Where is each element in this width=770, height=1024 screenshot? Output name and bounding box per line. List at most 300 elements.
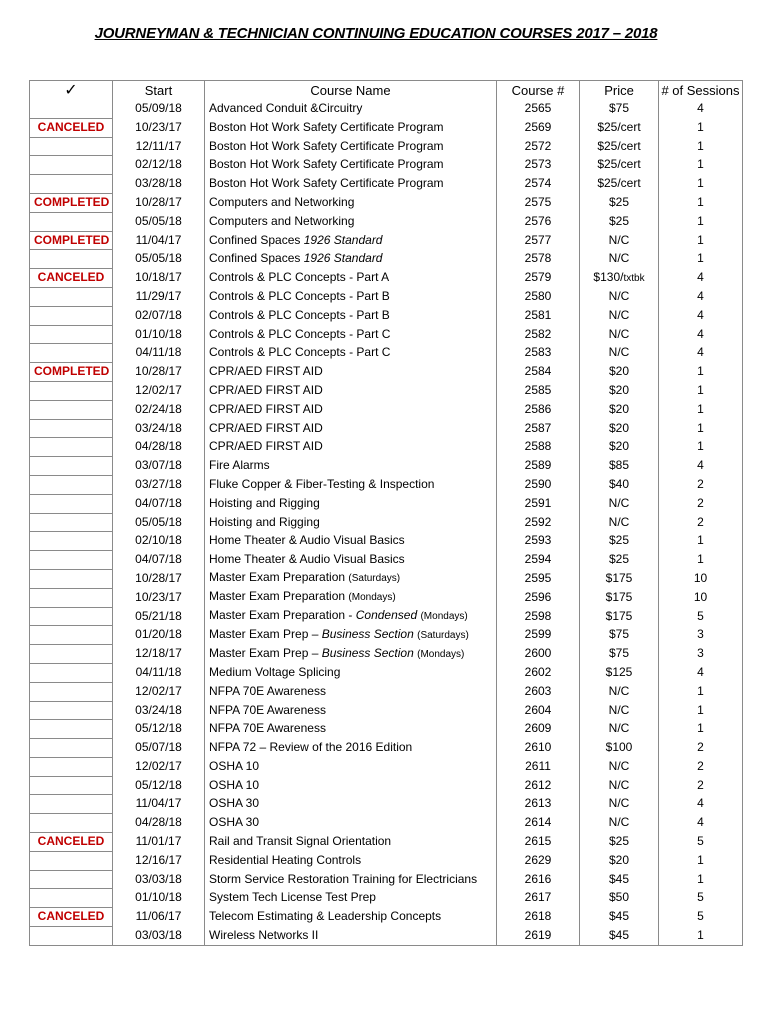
status-badge [30,175,113,194]
course-name [205,306,497,325]
table-row [30,795,743,814]
price [580,626,659,645]
session-count: 5 [659,607,743,626]
course-name [205,193,497,212]
session-count: 2 [659,757,743,776]
course-name [205,381,497,400]
session-count: 1 [659,118,743,137]
table-row [30,720,743,739]
price-value: $100 [605,740,633,755]
start-date: 10/28/17 [113,569,205,588]
start-date: 04/07/18 [113,551,205,570]
table-row [30,344,743,363]
course-number: 2596 [497,588,580,607]
course-number: 2613 [497,795,580,814]
course-name [205,325,497,344]
price-value: $40 [608,476,630,491]
session-count: 1 [659,250,743,269]
table-row [30,682,743,701]
table-row [30,908,743,927]
course-name [205,757,497,776]
course-name [205,156,497,175]
course-name-text: OSHA 10 [209,777,260,792]
session-count: 4 [659,306,743,325]
course-number: 2582 [497,325,580,344]
status-badge [30,739,113,758]
status-badge [30,400,113,419]
start-date: 01/10/18 [113,889,205,908]
course-number: 2586 [497,400,580,419]
price-value: $25 [608,194,630,209]
course-name-text: OSHA 30 [209,815,260,830]
price [580,927,659,946]
price-value: $25 [608,213,630,228]
course-name-text: Master Exam Preparation [209,570,346,585]
start-date: 04/28/18 [113,814,205,833]
session-count: 1 [659,156,743,175]
table-row [30,626,743,645]
status-badge [30,306,113,325]
table-row [30,833,743,852]
course-name-text: NFPA 70E Awareness [209,702,326,717]
status-badge [30,682,113,701]
header-price: Price [580,81,659,101]
table-row [30,851,743,870]
price-value: N/C [608,815,630,830]
course-name [205,870,497,889]
course-name-text: Master Exam Preparation [209,589,346,604]
price [580,306,659,325]
price-value: $25/cert [597,138,641,153]
course-name-text: Hoisting and Rigging [209,495,320,510]
price-value: N/C [608,307,630,322]
course-name [205,344,497,363]
course-number: 2609 [497,720,580,739]
course-number: 2598 [497,607,580,626]
status-badge [30,494,113,513]
price [580,400,659,419]
course-number: 2575 [497,193,580,212]
status-badge [30,532,113,551]
table-row [30,381,743,400]
status-badge [30,795,113,814]
header-course-name: Course Name [205,81,497,101]
session-count: 4 [659,457,743,476]
start-date: 03/24/18 [113,701,205,720]
status-badge [30,720,113,739]
status-badge [30,438,113,457]
start-date: 12/02/17 [113,757,205,776]
table-row [30,100,743,118]
price-value: $75 [608,101,630,116]
table-row [30,645,743,664]
table-row [30,287,743,306]
course-name-text: Boston Hot Work Safety Certificate Program [209,157,444,172]
table-row [30,457,743,476]
course-name-text: Medium Voltage Splicing [209,664,341,679]
price [580,776,659,795]
course-number: 2591 [497,494,580,513]
price [580,607,659,626]
price-value: $45 [608,927,630,942]
status-badge [30,757,113,776]
course-name-text: Master Exam Preparation - [209,608,353,623]
course-number: 2602 [497,663,580,682]
course-name-italic: Business Section [321,626,414,641]
course-number: 2580 [497,287,580,306]
course-name-text: Computers and Networking [209,213,355,228]
price [580,569,659,588]
price [580,325,659,344]
course-name [205,776,497,795]
table-row [30,193,743,212]
course-name-text: CPR/AED FIRST AID [209,439,323,454]
price [580,381,659,400]
start-date: 12/16/17 [113,851,205,870]
course-name-text: Fluke Copper & Fiber-Testing & Inspection [209,476,435,491]
status-badge [30,419,113,438]
status-badge: CANCELED [30,908,113,927]
course-name-italic: Condensed [355,608,418,623]
price-value: $175 [605,608,633,623]
course-name-text: NFPA 70E Awareness [209,683,326,698]
course-name [205,250,497,269]
course-number: 2590 [497,475,580,494]
table-row [30,400,743,419]
course-name-text: Fire Alarms [209,458,270,473]
course-number: 2629 [497,851,580,870]
session-count: 1 [659,137,743,156]
price-value: $20 [608,420,630,435]
price-value: $25/cert [597,176,641,191]
session-count: 1 [659,363,743,382]
start-date: 11/04/17 [113,231,205,250]
session-count: 1 [659,231,743,250]
course-name [205,118,497,137]
course-number: 2611 [497,757,580,776]
course-name-note: (Saturdays) [348,573,401,585]
price-value: N/C [608,232,630,247]
price-value: N/C [608,758,630,773]
course-name [205,400,497,419]
session-count: 1 [659,381,743,400]
course-name [205,475,497,494]
course-number: 2576 [497,212,580,231]
status-badge [30,645,113,664]
price-value: N/C [608,702,630,717]
course-name [205,645,497,664]
course-number: 2585 [497,381,580,400]
session-count: 4 [659,795,743,814]
start-date: 02/07/18 [113,306,205,325]
price-value: $25/cert [597,157,641,172]
course-name-text: CPR/AED FIRST AID [209,420,323,435]
table-row [30,156,743,175]
price [580,118,659,137]
price [580,645,659,664]
table-row [30,814,743,833]
course-name [205,588,497,607]
status-badge [30,381,113,400]
course-name-note: (Mondays) [420,611,468,623]
session-count: 4 [659,663,743,682]
start-date: 11/01/17 [113,833,205,852]
course-name-text: Controls & PLC Concepts - Part B [209,288,390,303]
start-date: 11/29/17 [113,287,205,306]
price-value: N/C [608,345,630,360]
price [580,457,659,476]
start-date: 11/04/17 [113,795,205,814]
course-name-text: OSHA 30 [209,796,260,811]
price-value: $25 [608,552,630,567]
session-count: 4 [659,287,743,306]
course-name-italic: 1926 Standard [303,251,383,266]
status-badge: COMPLETED [30,231,113,250]
start-date: 04/11/18 [113,663,205,682]
status-badge [30,325,113,344]
session-count: 4 [659,814,743,833]
status-badge [30,851,113,870]
course-number: 2588 [497,438,580,457]
session-count: 1 [659,851,743,870]
price-value: N/C [608,251,630,266]
course-number: 2587 [497,419,580,438]
status-badge [30,156,113,175]
course-name [205,814,497,833]
course-name-note: (Mondays) [348,592,396,604]
status-badge: CANCELED [30,118,113,137]
course-number: 2614 [497,814,580,833]
session-count: 4 [659,344,743,363]
table-row [30,212,743,231]
session-count: 3 [659,626,743,645]
course-number: 2592 [497,513,580,532]
status-badge [30,513,113,532]
course-number: 2593 [497,532,580,551]
course-name [205,513,497,532]
session-count: 2 [659,475,743,494]
course-name-text: Confined Spaces [209,251,301,266]
status-badge [30,344,113,363]
course-name [205,927,497,946]
price-value: N/C [608,495,630,510]
status-badge [30,287,113,306]
course-number: 2616 [497,870,580,889]
session-count: 1 [659,701,743,720]
course-name-text: Controls & PLC Concepts - Part B [209,307,390,322]
status-badge: COMPLETED [30,193,113,212]
price-value: $75 [608,646,630,661]
course-name-text: CPR/AED FIRST AID [209,364,323,379]
price [580,739,659,758]
course-number: 2569 [497,118,580,137]
price-value: $45 [608,909,630,924]
session-count: 4 [659,100,743,118]
start-date: 12/11/17 [113,137,205,156]
price-value: $20 [608,364,630,379]
status-badge [30,250,113,269]
course-name [205,889,497,908]
session-count: 1 [659,720,743,739]
session-count: 1 [659,927,743,946]
price [580,682,659,701]
price [580,250,659,269]
course-name [205,363,497,382]
course-number: 2604 [497,701,580,720]
course-number: 2599 [497,626,580,645]
table-row [30,419,743,438]
price-value: $175 [605,589,633,604]
course-name-text: OSHA 10 [209,758,260,773]
start-date: 10/28/17 [113,193,205,212]
checkmark-icon: ✓ [30,81,113,101]
session-count: 1 [659,175,743,194]
table-row [30,438,743,457]
course-name [205,851,497,870]
table-row [30,701,743,720]
course-number: 2612 [497,776,580,795]
start-date: 05/09/18 [113,100,205,118]
table-row [30,494,743,513]
price-value: $175 [605,570,633,585]
status-badge: CANCELED [30,269,113,288]
session-count: 1 [659,212,743,231]
session-count: 1 [659,551,743,570]
course-number: 2595 [497,569,580,588]
table-row [30,870,743,889]
status-badge [30,551,113,570]
course-number: 2584 [497,363,580,382]
price [580,513,659,532]
table-row [30,607,743,626]
price-value: $20 [608,401,630,416]
course-name-text: Wireless Networks II [209,927,319,942]
start-date: 03/03/18 [113,870,205,889]
start-date: 05/12/18 [113,776,205,795]
status-badge [30,137,113,156]
course-name-text: Computers and Networking [209,194,355,209]
price [580,175,659,194]
header-course-number: Course # [497,81,580,101]
session-count: 1 [659,193,743,212]
course-number: 2603 [497,682,580,701]
course-name-text: System Tech License Test Prep [209,890,376,905]
price-value: N/C [608,777,630,792]
price [580,100,659,118]
course-number: 2600 [497,645,580,664]
table-row [30,776,743,795]
price-value: N/C [608,288,630,303]
table-row [30,175,743,194]
course-name-italic: 1926 Standard [303,232,383,247]
price [580,588,659,607]
price [580,287,659,306]
course-name-text: Master Exam Prep – [209,626,319,641]
price [580,795,659,814]
start-date: 12/02/17 [113,381,205,400]
status-badge [30,870,113,889]
start-date: 02/10/18 [113,532,205,551]
status-badge [30,701,113,720]
session-count: 10 [659,569,743,588]
price-value: N/C [608,326,630,341]
price-value: $85 [608,458,630,473]
price [580,269,659,288]
table-row [30,889,743,908]
course-name-text: Controls & PLC Concepts - Part C [209,326,391,341]
session-count: 1 [659,870,743,889]
course-name-text: Telecom Estimating & Leadership Concepts [209,909,442,924]
status-badge [30,588,113,607]
price-value: N/C [608,514,630,529]
course-name-text: Master Exam Prep – [209,645,319,660]
status-badge [30,212,113,231]
price-value: N/C [608,683,630,698]
course-number: 2617 [497,889,580,908]
course-name [205,532,497,551]
price [580,363,659,382]
session-count: 1 [659,419,743,438]
table-row [30,118,743,137]
start-date: 04/28/18 [113,438,205,457]
table-row [30,532,743,551]
price [580,475,659,494]
table-header-row [30,81,743,101]
course-name [205,569,497,588]
course-name [205,137,497,156]
price [580,156,659,175]
session-count: 2 [659,494,743,513]
status-badge [30,457,113,476]
start-date: 04/07/18 [113,494,205,513]
start-date: 05/21/18 [113,607,205,626]
course-name-note: (Mondays) [417,648,465,660]
session-count: 1 [659,400,743,419]
page-title: JOURNEYMAN & TECHNICIAN CONTINUING EDUCATION COURSES 2017 – 2018 [94,25,658,42]
course-name [205,908,497,927]
header-start: Start [113,81,205,101]
table-row [30,325,743,344]
price [580,137,659,156]
course-name [205,287,497,306]
start-date: 01/20/18 [113,626,205,645]
course-name [205,701,497,720]
status-badge [30,626,113,645]
course-name-text: NFPA 72 – Review of the 2016 Edition [209,740,413,755]
course-name-text: Advanced Conduit &Circuitry [209,101,363,116]
status-badge [30,607,113,626]
start-date: 02/24/18 [113,400,205,419]
course-name-text: Confined Spaces [209,232,301,247]
start-date: 11/06/17 [113,908,205,927]
session-count: 2 [659,776,743,795]
price [580,870,659,889]
start-date: 10/23/17 [113,118,205,137]
course-name [205,551,497,570]
session-count: 3 [659,645,743,664]
course-name [205,720,497,739]
session-count: 2 [659,513,743,532]
course-name-text: NFPA 70E Awareness [209,721,326,736]
course-name-text: Rail and Transit Signal Orientation [209,834,392,849]
table-row [30,663,743,682]
price-value: $50 [608,890,630,905]
course-name [205,231,497,250]
start-date: 05/12/18 [113,720,205,739]
start-date: 03/07/18 [113,457,205,476]
course-number: 2594 [497,551,580,570]
course-number: 2619 [497,927,580,946]
